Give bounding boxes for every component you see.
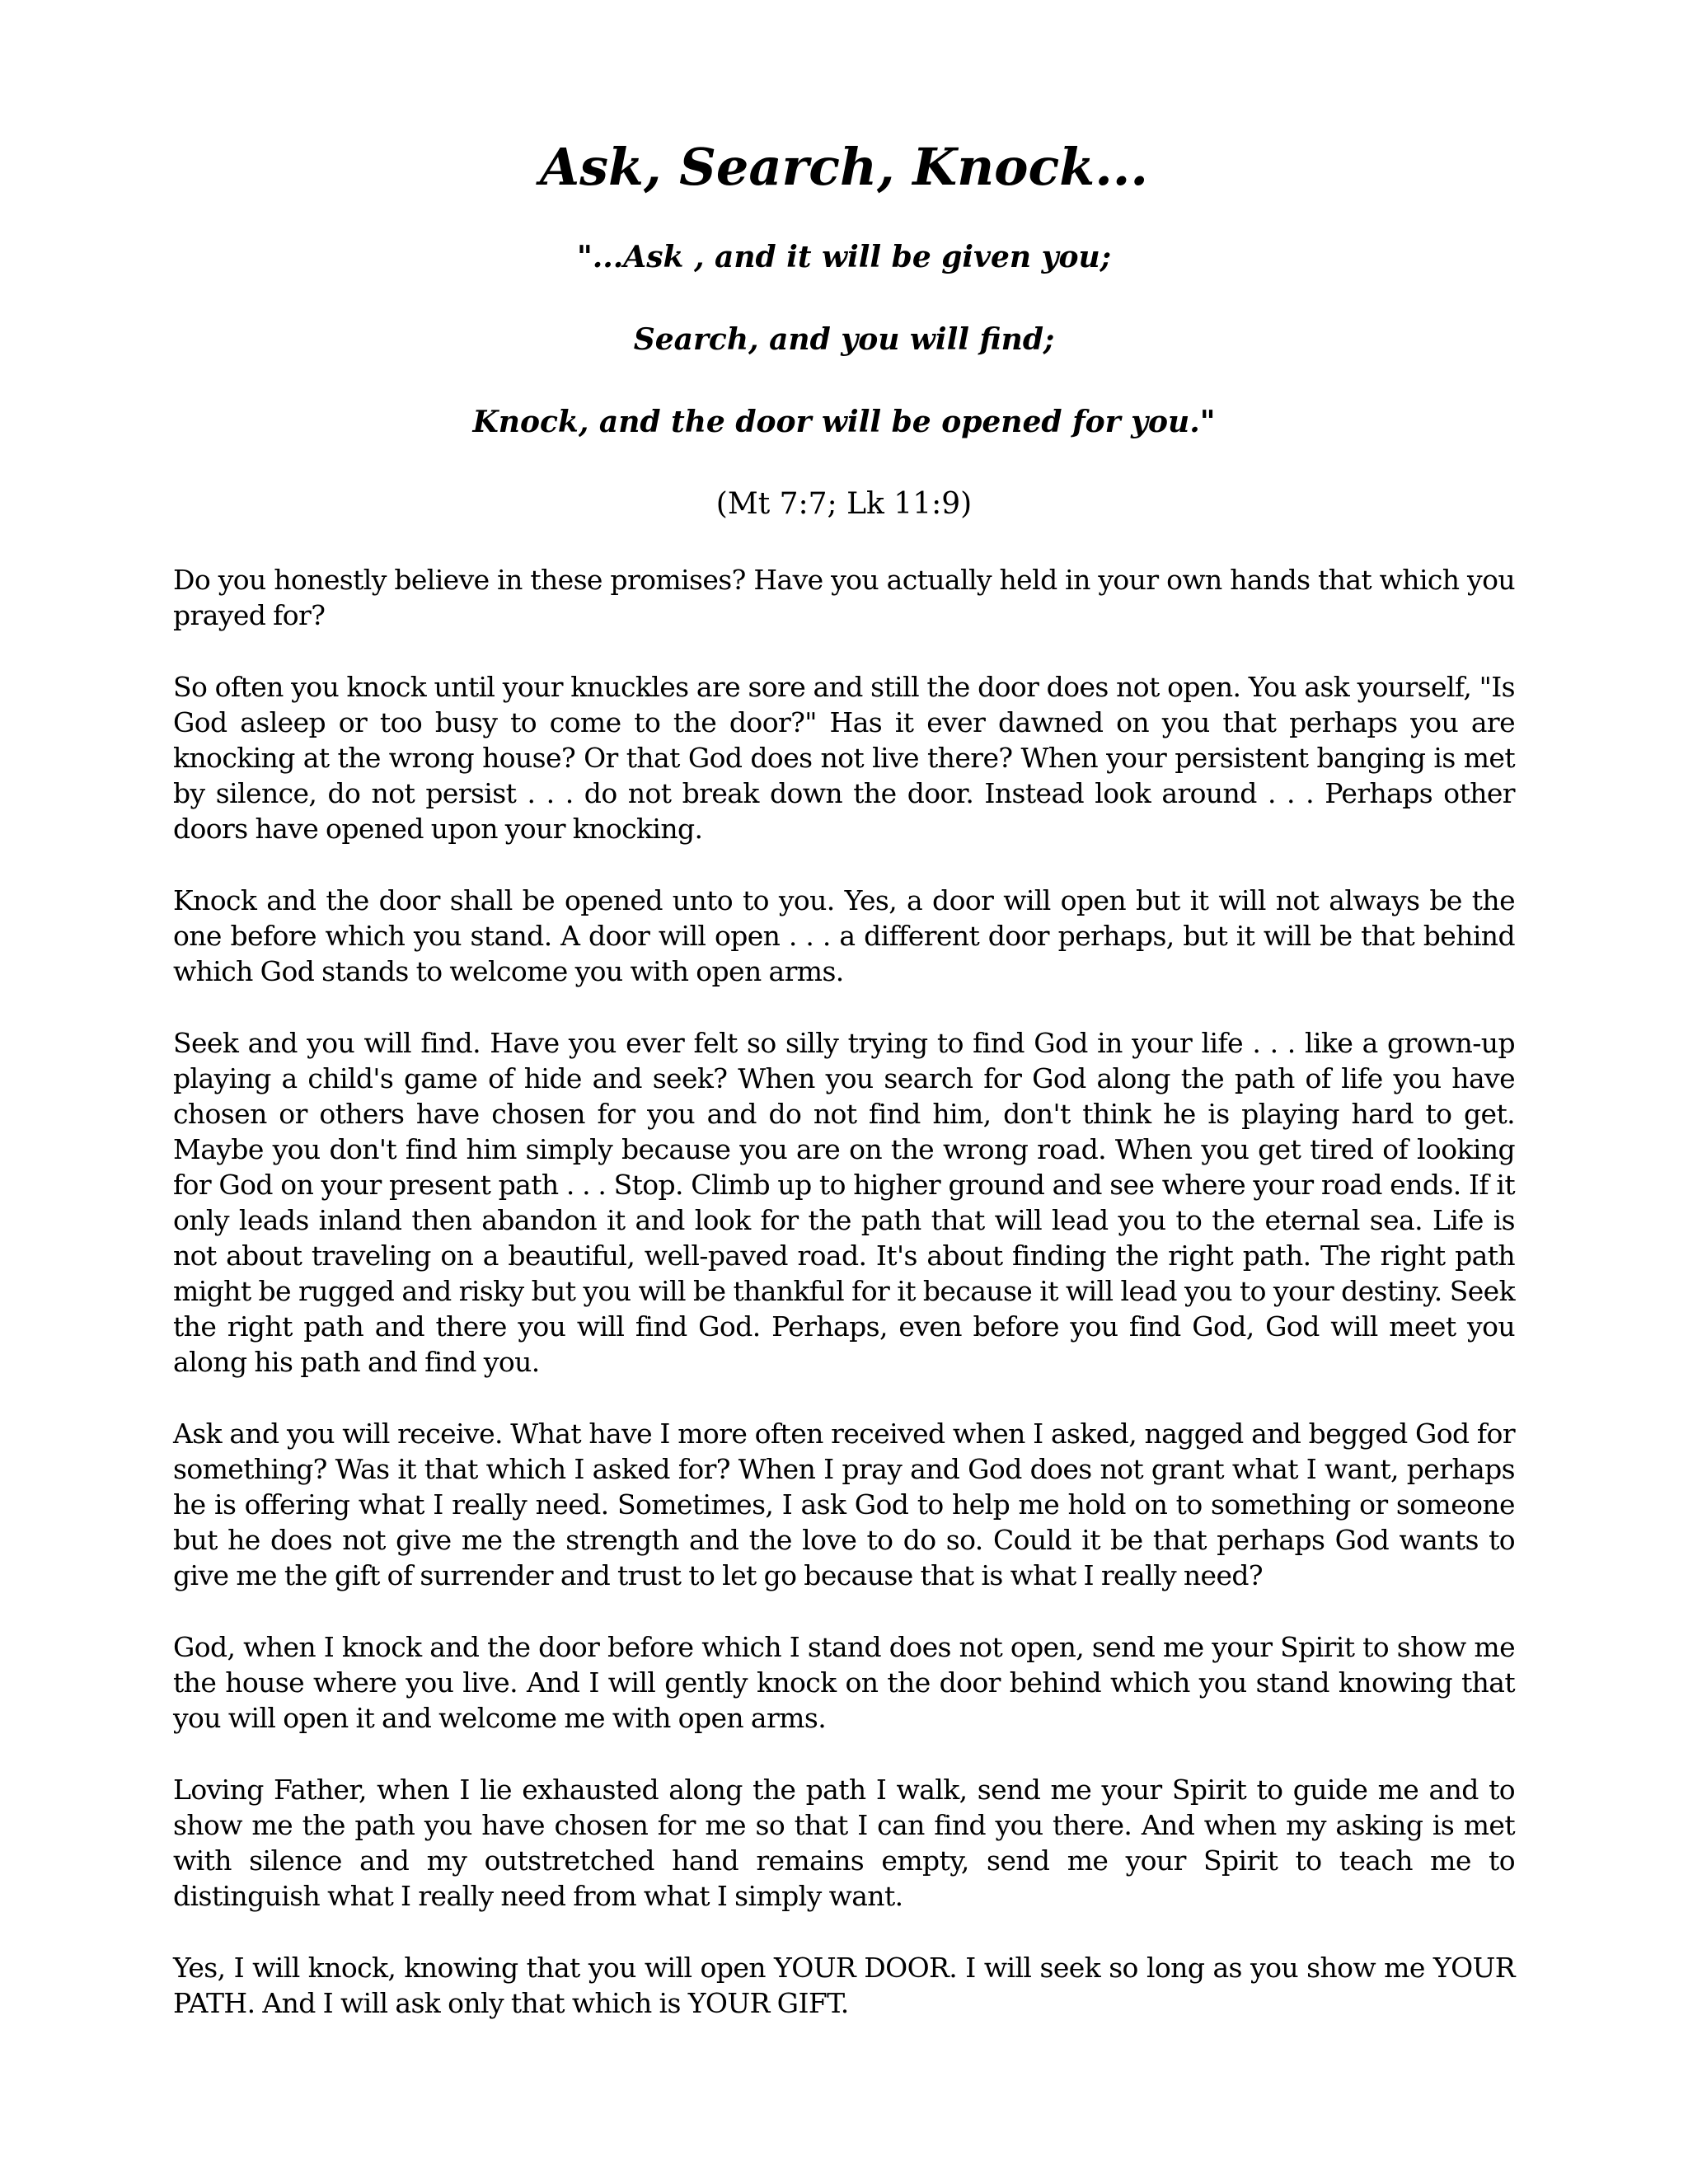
paragraph-knuckles: So often you knock until your knuckles are sore and still the door does not open. You ask yourself, "Is God asleep or too busy to come to the door?" Has it ever dawned on you that perhaps you are knocking at the wrong house? Or that God does not live there? When your persistent banging is met by silence, do not persist . . . do not break down the door. Instead look around . . . Perhaps other doors have opened upon your knocking.	[173, 671, 1515, 845]
scripture-citation: (Mt 7:7; Lk 11:9)	[715, 487, 973, 521]
paragraph-knock: Knock and the door shall be opened unto to you. Yes, a door will open but it will not always be the one before which you stand. A door will open . . . a different door perhaps, but it will be that behind which God stands to welcome you with open arms.	[173, 884, 1515, 987]
verse-line-ask: "...Ask , and it will be given you;	[576, 240, 1112, 274]
verse-line-knock: Knock, and the door will be opened for you."	[472, 405, 1216, 439]
paragraph-ask: Ask and you will receive. What have I more often received when I asked, nagged and begged God for something? Was it that which I asked for? When I pray and God does not grant what I want, perhaps he is offering what I really need. Sometimes, I ask God to help me hold on to something or someone but he does not give me the strength and the love to do so. Could it be that perhaps God wants to give me the gift of surrender and trust to let go because that is what I really need?	[173, 1418, 1515, 1591]
paragraph-seek: Seek and you will find. Have you ever felt so silly trying to find God in your life . . . like a grown-up playing a child's game of hide and seek? When you search for God along the path of life you have chosen or others have chosen for you and do not find him, don't think he is playing hard to get. Maybe you don't find him simply because you are on the wrong road. When you get tired of looking for God on your present path . . . Stop. Climb up to higher ground and see where your road ends. If it only leads inland then abandon it and look for the path that will lead you to the eternal sea. Life is not about traveling on a beautiful, well-paved road. It's about finding the right path. The right path might be rugged and risky but you will be thankful for it because it will lead you to your destiny. Seek the right path and there you will find God. Perhaps, even before you find God, God will meet you along his path and find you.	[173, 1027, 1515, 1378]
paragraph-closing: Yes, I will knock, knowing that you will open YOUR DOOR. I will seek so long as you show me YOUR PATH. And I will ask only that which is YOUR GIFT.	[173, 1952, 1515, 2019]
page-title: Ask, Search, Knock...	[540, 137, 1148, 197]
verse-line-search: Search, and you will find;	[633, 322, 1055, 357]
paragraph-prayer-path: Loving Father, when I lie exhausted along the path I walk, send me your Spirit to guide me and to show me the path you have chosen for me so that I can find you there. And when my asking is met with silence and my outstretched hand remains empty, send me your Spirit to teach me to distinguish what I really need from what I simply want.	[173, 1774, 1515, 1912]
document-page	[173, 0, 1515, 2057]
paragraph-prayer-door: God, when I knock and the door before which I stand does not open, send me your Spirit to show me the house where you live. And I will gently knock on the door behind which you stand knowing that you will open it and welcome me with open arms.	[173, 1631, 1515, 1734]
paragraph-intro: Do you honestly believe in these promises? Have you actually held in your own hands that which you prayed for?	[173, 564, 1515, 631]
body-text	[173, 562, 1515, 2021]
